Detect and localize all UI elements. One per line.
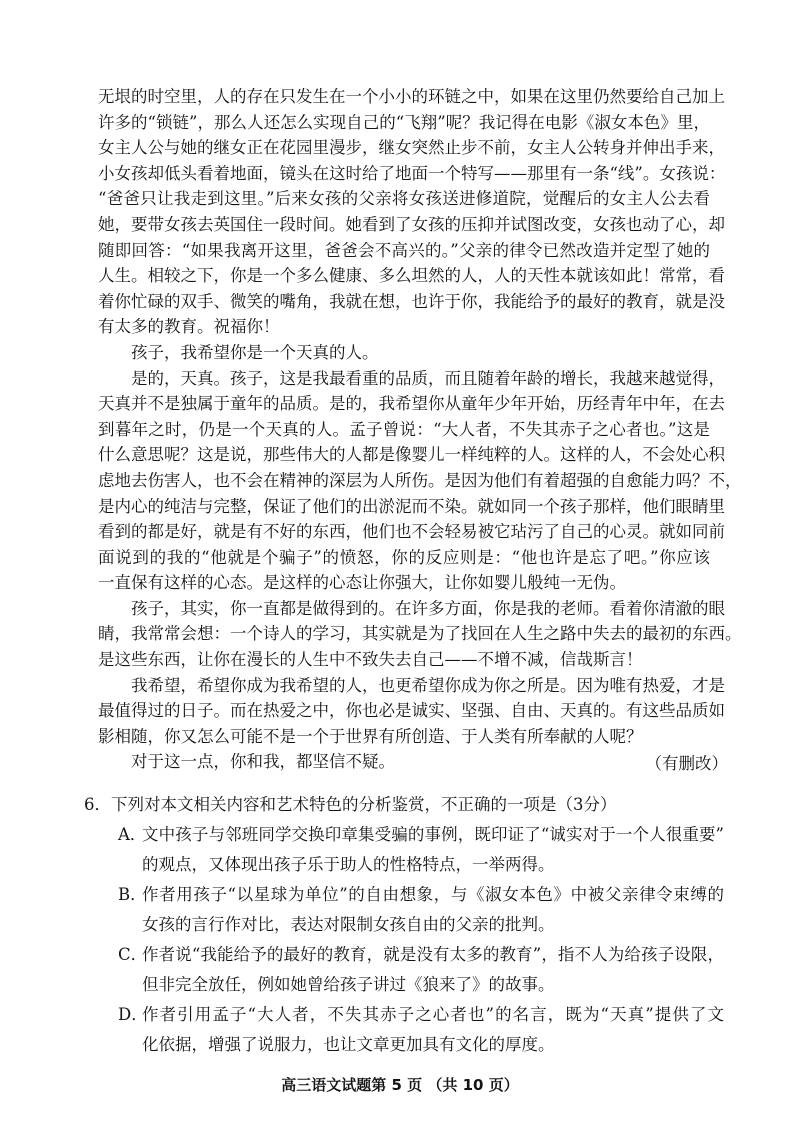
text-line: 天真并不是独属于童年的品质。是的，我希望你从童年少年开始，历经青年中年，在去	[98, 394, 725, 414]
option-letter: B．	[118, 885, 147, 904]
text-line: 虑地去伤害人，也不会在精神的深层为人所伤。是因为他们有着超强的自愈能力吗？不，	[98, 470, 742, 490]
text-line: 女主人公与她的继女正在花园里漫步，继女突然止步不前，女主人公转身并伸出手来，	[98, 138, 725, 158]
text-line: 影相随，你又怎么可能不是一个于世界有所创造、于人类有所奉献的人呢？	[98, 726, 643, 746]
option-c	[84, 940, 724, 1000]
option-letter: C．	[118, 945, 148, 964]
option-letter: A．	[118, 825, 147, 844]
option-letter: D．	[118, 1005, 148, 1024]
text-line: 面说到的我的“他就是个骗子”的愤怒，你的反应则是：“他也许是忘了吧。”你应该	[98, 547, 710, 567]
question-options	[84, 820, 724, 1060]
text-line: 我希望，希望你成为我希望的人，也更希望你成为你之所是。因为唯有热爱，才是	[131, 675, 725, 695]
option-d	[84, 1000, 724, 1060]
text-line: 最值得过的日子。而在热爱之中，你也必是诚实、坚强、自由、天真的。有这些品质如	[98, 701, 725, 721]
option-text-line: 但非完全放任，例如她曾给孩子讲过《狼来了》的故事。	[142, 975, 555, 994]
text-line: 是这些东西，让你在漫长的人生中不致失去自己——不增不减，信哉斯言！	[98, 650, 643, 670]
text-line: 孩子，其实，你一直都是做得到的。在许多方面，你是我的老师。看着你清澈的眼	[131, 598, 725, 618]
option-a	[84, 820, 724, 880]
question-stem: 6．下列对本文相关内容和艺术特色的分析鉴赏，不正确的一项是（3分）	[84, 795, 617, 814]
option-text-line: 的观点，又体现出孩子乐于助人的性格特点，一举两得。	[142, 855, 555, 874]
text-line: 许多的“锁链”，那么人还怎么实现自己的“飞翔”呢？我记得在电影《淑女本色》里，	[98, 112, 710, 132]
text-line: 看到的都是好，就是有不好的东西，他们也不会轻易被它玷污了自己的心灵。就如同前	[98, 522, 725, 542]
text-line: 随即回答：“如果我离开这里，爸爸会不高兴的。”父亲的律令已然改造并定型了她的	[98, 240, 710, 260]
text-line: 是的，天真。孩子，这是我最看重的品质，而且随着年龄的增长，我越来越觉得，	[131, 368, 725, 388]
text-line: 她，要带女孩去英国住一段时间。她看到了女孩的压抑并试图改变，女孩也动了心，却	[98, 214, 725, 234]
text-line: 小女孩却低头看着地面，镜头在这时给了地面一个特写——那里有一条“线”。女孩说：	[98, 163, 726, 183]
option-text-line: 作者说“我能给予的最好的教育，就是没有太多的教育”，指不人为给孩子设限，	[142, 945, 724, 964]
article-body	[98, 84, 742, 775]
text-line: 孩子，我希望你是一个天真的人。	[131, 342, 379, 362]
text-line: “爸爸只让我走到这里。”后来女孩的父亲将女孩送进修道院，觉醒后的女主人公去看	[98, 189, 710, 209]
text-line: 无垠的时空里，人的存在只发生在一个小小的环链之中，如果在这里仍然要给自己加上	[98, 87, 725, 106]
option-text-line: 作者用孩子“以星球为单位”的自由想象，与《淑女本色》中被父亲律令束缚的	[142, 885, 724, 904]
text-line: 是内心的纯洁与完整，保证了他们的出淤泥而不染。就如同一个孩子那样，他们眼睛里	[98, 496, 725, 516]
text-line: 有太多的教育。祝福你！	[98, 317, 280, 337]
text-line: 一直保有这样的心态。是这样的心态让你强大，让你如婴儿般纯一无伪。	[98, 573, 626, 593]
source-note: （有删改）	[645, 754, 728, 773]
option-text-line: 女孩的言行作对比，表达对限制女孩自由的父亲的批判。	[142, 915, 555, 934]
text-line: 什么意思呢？这是说，那些伟大的人都是像婴儿一样纯粹的人。这样的人，不会处心积	[98, 445, 725, 465]
text-line: 到暮年之时，仍是一个天真的人。孟子曾说：“大人者，不失其赤子之心者也。”这是	[98, 419, 710, 439]
page-footer: 高三语文试题第 5 页 （共 10 页）	[281, 1076, 519, 1094]
text-line: 人生。相较之下，你是一个多么健康、多么坦然的人，人的天性本就该如此！常常，看	[98, 266, 725, 286]
text-line: 睛，我常常会想：一个诗人的学习，其实就是为了找回在人生之路中失去的最初的东西。	[98, 624, 742, 644]
option-text-line: 作者引用孟子“大人者，不失其赤子之心者也”的名言，既为“天真”提供了文	[142, 1005, 724, 1024]
text-line: 对于这一点，你和我，都坚信不疑。	[131, 752, 395, 772]
option-b	[84, 880, 724, 940]
text-line: 着你忙碌的双手、微笑的嘴角，我就在想，也许于你，我能给予的最好的教育，就是没	[98, 291, 725, 311]
option-text-line: 文中孩子与邻班同学交换印章集受骗的事例，既印证了“诚实对于一个人很重要”	[142, 825, 724, 844]
option-text-line: 化依据，增强了说服力，也让文章更加具有文化的厚度。	[142, 1035, 555, 1054]
question-6	[84, 790, 724, 1060]
